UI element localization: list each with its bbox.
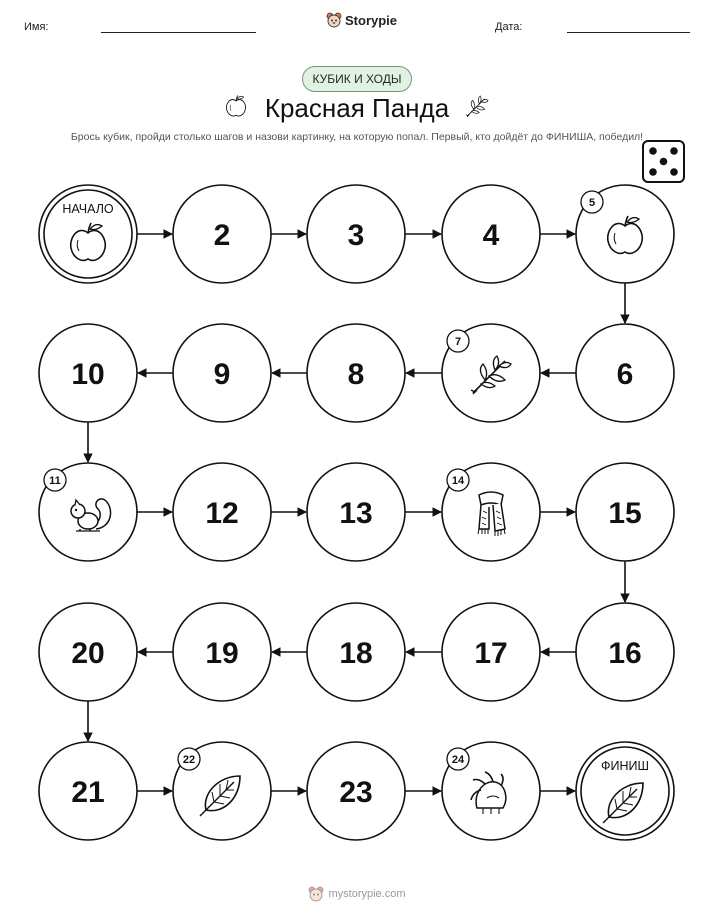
dice-five-icon <box>643 141 684 182</box>
board-cell-20[interactable] <box>39 603 137 701</box>
cell-number: 5 <box>588 197 596 209</box>
footer-site: mystorypie.com <box>328 888 406 900</box>
cell-number: 18 <box>339 637 373 670</box>
board-cell-23[interactable] <box>307 742 405 840</box>
cell-number: 24 <box>451 754 465 766</box>
instructions: Брось кубик, пройди столько шагов и назови картинку, на которую попал. Первый, кто дойдёт до ФИНИША, победил! <box>70 131 644 143</box>
board-cell-3[interactable] <box>307 185 405 283</box>
leafy-branch-icon <box>466 96 488 117</box>
board-cell-6[interactable] <box>576 324 674 422</box>
cell-number: 21 <box>71 776 105 809</box>
start-label: НАЧАЛО <box>62 202 114 216</box>
cell-number: 23 <box>339 776 373 809</box>
board-cell-22[interactable] <box>173 742 271 840</box>
board-cell-1[interactable] <box>39 185 137 283</box>
cell-number: 3 <box>347 219 365 252</box>
footer <box>0 886 714 902</box>
board-cell-19[interactable] <box>173 603 271 701</box>
cell-number: 19 <box>205 637 239 670</box>
cell-number: 6 <box>616 358 634 391</box>
cell-number: 20 <box>71 637 105 670</box>
board-cell-5[interactable] <box>576 185 674 283</box>
board-cell-21[interactable] <box>39 742 137 840</box>
page-title-text: Красная Панда <box>264 93 450 123</box>
cell-number: 10 <box>71 358 105 391</box>
brand-name: Storypie <box>345 12 398 28</box>
cell-number: 7 <box>454 336 462 348</box>
board-cell-12[interactable] <box>173 463 271 561</box>
board-cell-8[interactable] <box>307 324 405 422</box>
board-cell-16[interactable] <box>576 603 674 701</box>
board-cell-4[interactable] <box>442 185 540 283</box>
board-cell-7[interactable] <box>442 324 540 422</box>
cell-number: 15 <box>608 497 642 530</box>
cell-number: 14 <box>451 475 465 487</box>
cell-number: 8 <box>347 358 365 391</box>
finish-label: ФИНИШ <box>601 759 649 773</box>
board-cell-18[interactable] <box>307 603 405 701</box>
board-cell-14[interactable] <box>442 463 540 561</box>
cell-number: 13 <box>339 497 373 530</box>
cell-number: 4 <box>482 219 500 252</box>
cell-number: 11 <box>49 475 61 487</box>
cell-number: 22 <box>182 754 196 766</box>
board-cell-9[interactable] <box>173 324 271 422</box>
cell-number: 12 <box>205 497 239 530</box>
cell-number: 9 <box>213 358 231 391</box>
panda-logo-icon <box>308 886 324 902</box>
game-type-badge: КУБИК И ХОДЫ <box>302 66 412 92</box>
board-cell-17[interactable] <box>442 603 540 701</box>
board-cell-25[interactable] <box>576 742 674 840</box>
cell-number: 17 <box>474 637 508 670</box>
cell-number: 2 <box>213 219 231 252</box>
board-cells <box>39 185 674 840</box>
board-cell-2[interactable] <box>173 185 271 283</box>
date-label: Дата: <box>495 21 523 33</box>
board-cell-24[interactable] <box>442 742 540 840</box>
apple-icon <box>226 95 245 116</box>
name-label: Имя: <box>24 21 49 33</box>
board-cell-11[interactable] <box>39 463 137 561</box>
board-cell-13[interactable] <box>307 463 405 561</box>
board-cell-10[interactable] <box>39 324 137 422</box>
board-cell-15[interactable] <box>576 463 674 561</box>
cell-number: 16 <box>608 637 642 670</box>
